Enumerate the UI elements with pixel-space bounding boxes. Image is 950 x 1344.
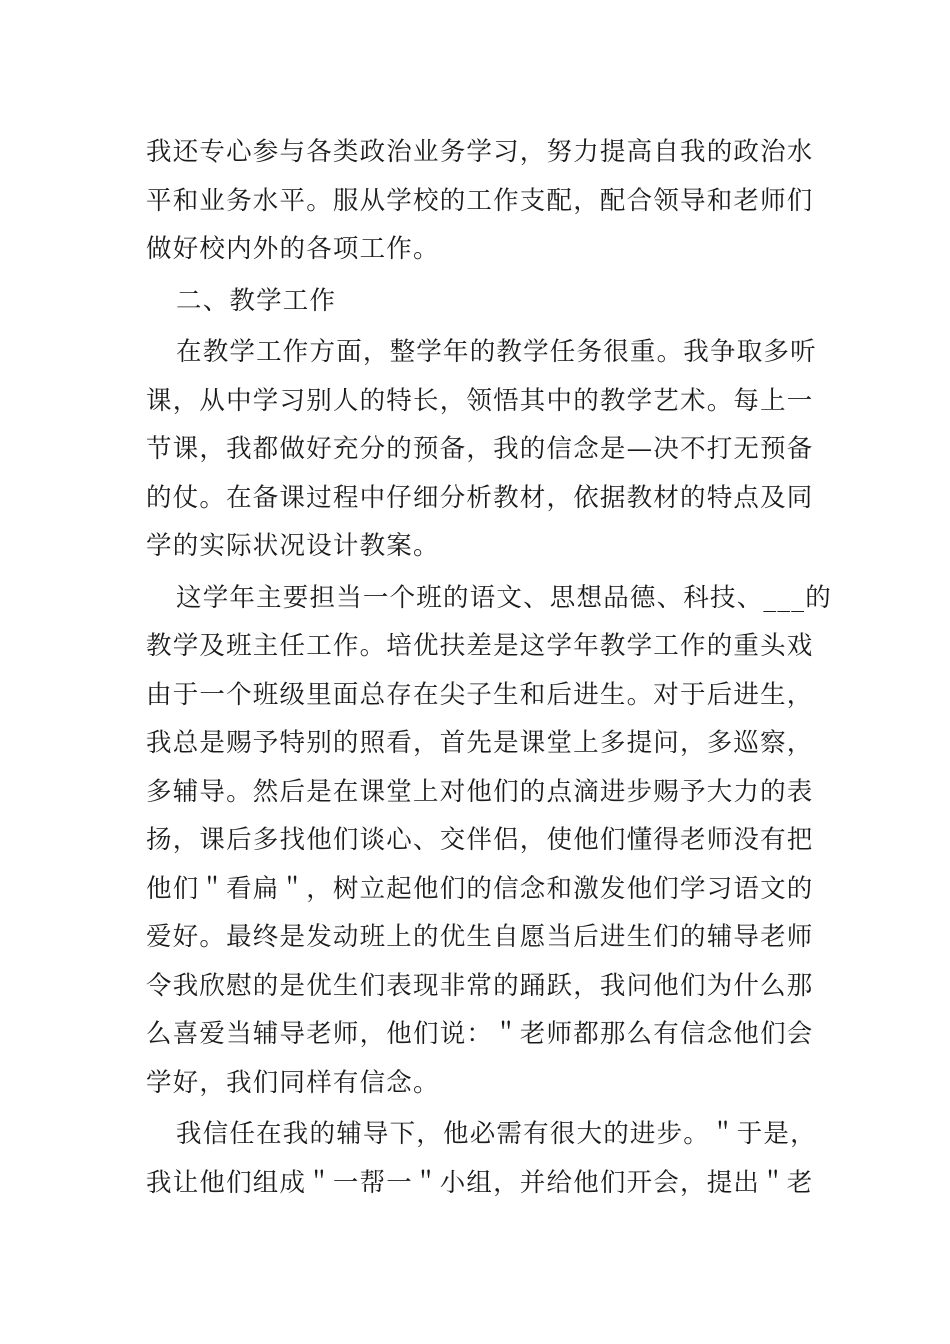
text-line: 扬，课后多找他们谈心、交伴侣，使他们懂得老师没有把	[146, 825, 814, 855]
text-line: 节课，我都做好充分的预备，我的信念是—决不打无预备	[146, 434, 814, 464]
section-heading: 二、教学工作	[176, 285, 337, 316]
text-line: 教学及班主任工作。培优扶差是这学年教学工作的重头戏	[146, 631, 814, 661]
text-line: 做好校内外的各项工作。	[146, 234, 440, 264]
text-line: 么喜爱当辅导老师，他们说：＂老师都那么有信念他们会	[146, 1019, 814, 1049]
text-line: 我让他们组成＂一帮一＂小组，并给他们开会，提出＂老	[146, 1167, 814, 1198]
text-line: 在教学工作方面，整学年的教学任务很重。我争取多听	[176, 337, 817, 367]
text-line: 由于一个班级里面总存在尖子生和后进生。对于后进生，	[146, 679, 814, 710]
text-line: 我还专心参与各类政治业务学习，努力提高自我的政治水	[146, 137, 814, 167]
text-line: 课，从中学习别人的特长，领悟其中的教学艺术。每上一	[146, 385, 814, 416]
text-line: 多辅导。然后是在课堂上对他们的点滴进步赐予大力的表	[146, 776, 814, 807]
text-line: 他们＂看扁＂，树立起他们的信念和激发他们学习语文的	[146, 873, 814, 904]
text-line: 爱好。最终是发动班上的优生自愿当后进生们的辅导老师	[146, 922, 814, 952]
document-body	[146, 128, 832, 1207]
text-line: 的仗。在备课过程中仔细分析教材，依据教材的特点及同	[146, 482, 814, 513]
text-line: 平和业务水平。服从学校的工作支配，配合领导和老师们	[146, 185, 814, 216]
text-line: 学的实际状况设计教案。	[146, 531, 440, 561]
text-line: 学好，我们同样有信念。	[146, 1067, 440, 1098]
text-line: 这学年主要担当一个班的语文、思想品德、科技、___的	[176, 582, 832, 613]
text-line: 令我欣慰的是优生们表现非常的踊跃，我问他们为什么那	[146, 970, 814, 1001]
text-line: 我总是赐予特别的照看，首先是课堂上多提问，多巡察，	[146, 728, 814, 758]
text-line: 我信任在我的辅导下，他必需有很大的进步。＂于是，	[176, 1119, 817, 1149]
